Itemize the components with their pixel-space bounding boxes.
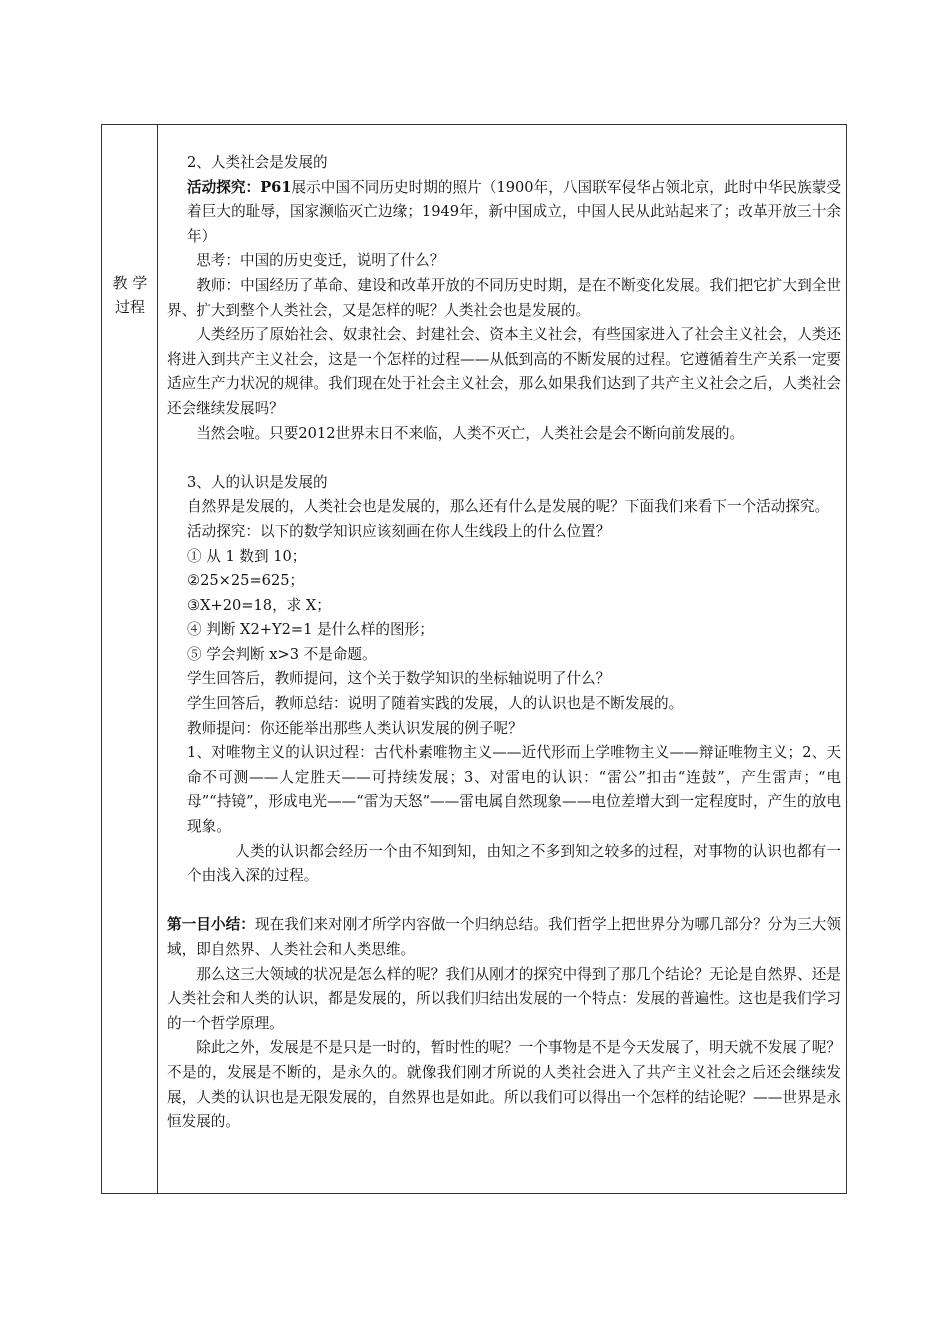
section-3-intro: 自然界是发展的，人类社会也是发展的，那么还有什么是发展的呢？下面我们来看下一个活动探究。 bbox=[187, 498, 830, 516]
activity-text: 展示中国不同历史时期的照片（1900年，八国联军侵华占领北京，此时中华民族蒙受着巨大的耻辱，国家濒临灭亡边缘；1949年，新中国成立，中国人民从此站起来了；改革开放三十余年） bbox=[187, 178, 841, 245]
math-item-1: ① 从 1 数到 10； bbox=[187, 547, 307, 565]
section-3-title: 3、人的认识是发展的 bbox=[187, 473, 328, 491]
section-3-conclusion: 人类的认识都会经历一个由不知到知，由知之不多到知之较多的过程，对事物的认识也都有一个由浅入深的过程。 bbox=[187, 842, 841, 885]
label-column bbox=[102, 125, 158, 1193]
label-line-2: 过程 bbox=[114, 298, 145, 316]
section-2-activity bbox=[167, 176, 841, 250]
section-3-after-2: 学生回答后，教师总结：说明了随着实践的发展，人的认识也是不断发展的。 bbox=[187, 695, 684, 713]
math-item-2: ②25×25=625； bbox=[187, 572, 305, 590]
math-item-4: ④ 判断 X2+Y2=1 是什么样的图形； bbox=[187, 621, 434, 639]
content-cell bbox=[167, 151, 841, 1135]
label-line-1: 教 学 bbox=[112, 274, 148, 292]
summary-paragraph-2: 那么这三大领域的状况是怎么样的呢？我们从刚才的探究中得到了那几个结论？无论是自然界、还是人类社会和人类的认识，都是发展的，所以我们归结出发展的一个特点：发展的普遍性。这也是我们学习的一个哲学原理。 bbox=[167, 965, 841, 1032]
section-2-title: 2、人类社会是发展的 bbox=[187, 154, 328, 171]
summary-text: 现在我们来对刚才所学内容做一个归纳总结。我们哲学上把世界分为哪几部分？分为三大领域，即自然界、人类社会和人类思维。 bbox=[167, 916, 841, 958]
section-2-think: 思考：中国的历史变迁，说明了什么？ bbox=[196, 252, 445, 270]
activity-label: 活动探究：P61 bbox=[187, 178, 292, 196]
section-2-paragraph-2: 人类经历了原始社会、奴隶社会、封建社会、资本主义社会，有些国家进入了社会主义社会，人类还将进入到共产主义社会，这是一个怎样的过程——从低到高的不断发展的过程。它遵循着生产关系一定要适应生产力状况的规律。我们现在处于社会主义社会，那么如果我们达到了共产主义社会之后，人类社会还会继续发展吗？ bbox=[167, 326, 841, 417]
math-item-5: ⑤ 学会判断 x>3 不是命题。 bbox=[187, 645, 377, 663]
section-2-paragraph-3: 当然会啦。只要2012世界末日不来临，人类不灭亡，人类社会是会不断向前发展的。 bbox=[196, 424, 745, 442]
section-3-examples: 1、对唯物主义的认识过程：古代朴素唯物主义——近代形而上学唯物主义——辩证唯物主义；2、天命不可测——人定胜天——可持续发展；3、对雷电的认识：“雷公”扣击“连鼓”，产生雷声；“电母”“持镜”，形成电光——“雷为天怒”——雷电属自然现象——电位差增大到一定程度时，产生的放电现象。 bbox=[187, 744, 841, 836]
summary-paragraph-1 bbox=[167, 913, 841, 962]
section-2-teacher: 教师：中国经历了革命、建设和改革开放的不同历史时期，是在不断变化发展。我们把它扩大到全世界、扩大到整个人类社会，又是怎样的呢？人类社会也是发展的。 bbox=[167, 276, 841, 319]
row-label bbox=[102, 271, 158, 319]
section-3-after-1: 学生回答后，教师提问，这个关于数学知识的坐标轴说明了什么？ bbox=[187, 670, 611, 688]
section-3-after-3: 教师提问：你还能举出那些人类认识发展的例子呢？ bbox=[187, 719, 523, 737]
lesson-table bbox=[101, 124, 847, 1194]
section-3-activity: 活动探究：以下的数学知识应该刻画在你人生线段上的什么位置？ bbox=[187, 522, 611, 540]
summary-paragraph-3: 除此之外，发展是不是只是一时的，暂时性的呢？一个事物是不是今天发展了，明天就不发展了呢？不是的，发展是不断的，是永久的。就像我们刚才所说的人类社会进入了共产主义社会之后还会继续发展，人类的认识也是无限发展的，自然界也是如此。所以我们可以得出一个怎样的结论呢？——世界是永恒发展的。 bbox=[167, 1039, 841, 1131]
summary-label: 第一目小结： bbox=[167, 916, 255, 934]
math-item-3: ③X+20=18，求 X； bbox=[187, 596, 331, 614]
